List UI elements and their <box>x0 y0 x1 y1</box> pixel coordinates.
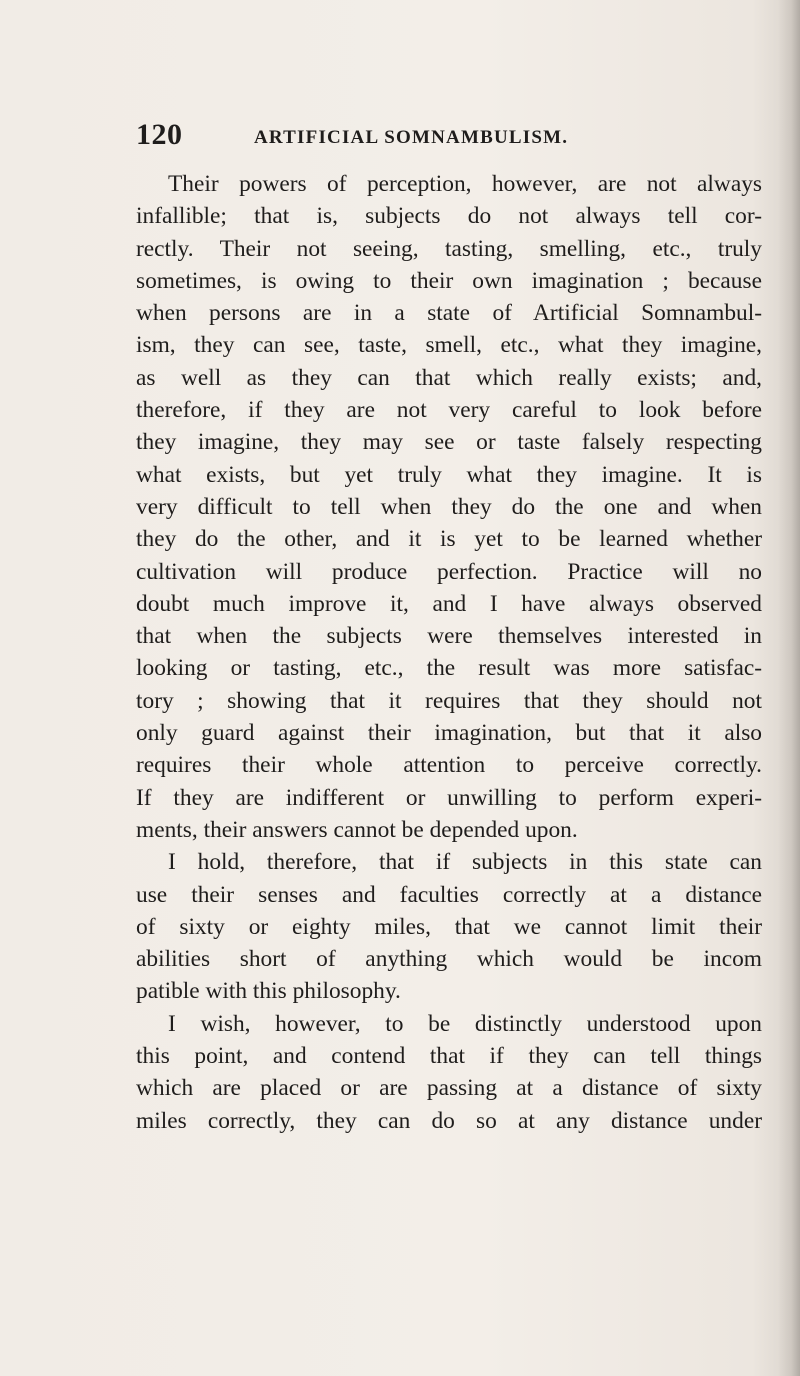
page-number: 120 <box>136 118 183 151</box>
text-line: which are placed or are passing at a distance of sixty <box>136 1075 762 1102</box>
text-line: I hold, therefore, that if subjects in this state can <box>168 849 762 876</box>
text-line: requires their whole attention to perceive correctly. <box>136 752 762 779</box>
text-line: this point, and contend that if they can tell things <box>136 1043 762 1070</box>
page-edge-shadow <box>778 0 800 1376</box>
text-line: use their senses and faculties correctly at a distance <box>136 881 762 908</box>
text-line: miles correctly, they can do so at any distance under <box>136 1107 762 1134</box>
text-line: abilities short of anything which would be incom <box>136 946 762 973</box>
text-line: infallible; that is, subjects do not always tell cor- <box>136 203 762 230</box>
text-line: when persons are in a state of Artificial Somnambul- <box>136 300 762 327</box>
text-line: they do the other, and it is yet to be learned whether <box>136 526 762 553</box>
text-line: only guard against their imagination, but that it also <box>136 720 762 747</box>
body-text <box>136 168 762 1137</box>
text-line: Their powers of perception, however, are not always <box>168 171 762 197</box>
running-title: ARTIFICIAL SOMNAMBULISM. <box>254 127 569 148</box>
text-line: cultivation will produce perfection. Practice will no <box>136 558 762 585</box>
text-line: sometimes, is owing to their own imagination ; because <box>136 267 762 294</box>
text-line: therefore, if they are not very careful to look before <box>136 397 762 424</box>
text-line: doubt much improve it, and I have always observed <box>136 590 762 617</box>
text-line: If they are indifferent or unwilling to perform experi- <box>136 784 762 811</box>
text-line: tory ; showing that it requires that they should not <box>136 687 762 714</box>
text-line: looking or tasting, etc., the result was more satisfac- <box>136 655 762 682</box>
text-line: ments, their answers cannot be depended upon. <box>136 816 578 843</box>
text-line: of sixty or eighty miles, that we cannot limit their <box>136 913 762 940</box>
running-head <box>136 118 776 158</box>
text-line: as well as they can that which really exists; and, <box>136 364 762 391</box>
text-line: that when the subjects were themselves interested in <box>136 623 762 650</box>
text-line: patible with this philosophy. <box>136 978 401 1005</box>
text-line: I wish, however, to be distinctly understood upon <box>168 1010 762 1037</box>
text-line: very difficult to tell when they do the one and when <box>136 493 762 520</box>
text-line: rectly. Their not seeing, tasting, smelling, etc., truly <box>136 235 762 262</box>
text-line: ism, they can see, taste, smell, etc., what they imagine, <box>136 332 762 359</box>
text-line: they imagine, they may see or taste falsely respecting <box>136 429 762 456</box>
text-line: what exists, but yet truly what they imagine. It is <box>136 461 762 488</box>
